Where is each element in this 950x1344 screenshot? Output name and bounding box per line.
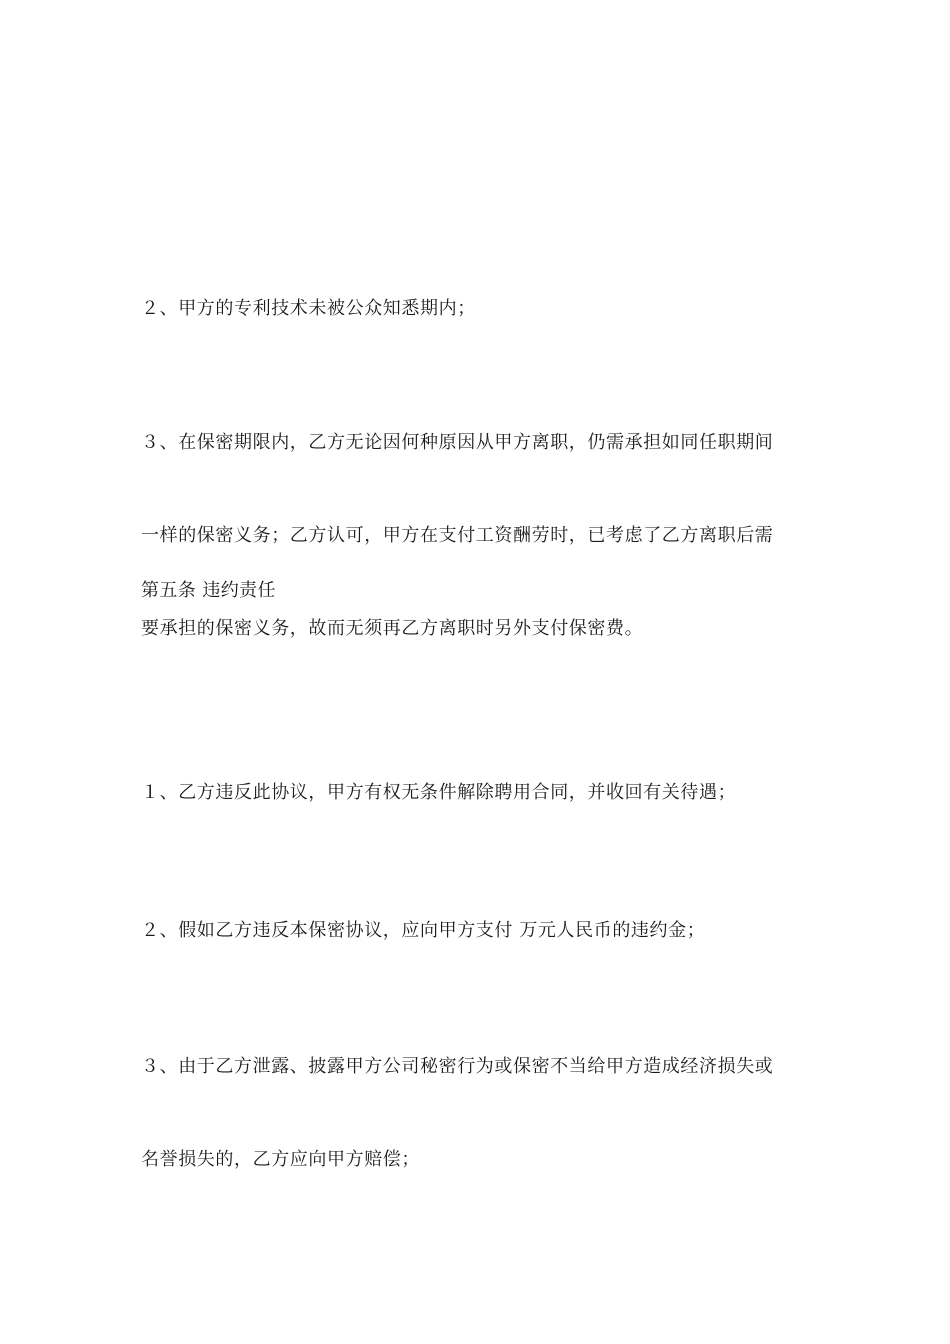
clause5-item3-line1: ３、由于乙方泄露、披露甲方公司秘密行为或保密不当给甲方造成经济损失或 bbox=[141, 1056, 774, 1077]
clause4-item2-paragraph bbox=[141, 231, 806, 386]
clause5-heading: 第五条 违约责任 bbox=[141, 580, 276, 601]
clause4-item3-line2: 一样的保密义务；乙方认可，甲方在支付工资酬劳时，已考虑了乙方离职后需 bbox=[141, 525, 774, 546]
clause4-item3-line3: 要承担的保密义务，故而无须再乙方离职时另外支付保密费。 bbox=[141, 618, 644, 639]
clause4-item3-line1: ３、在保密期限内，乙方无论因何种原因从甲方离职，仍需承担如同任职期间 bbox=[141, 432, 774, 453]
clause5-item1-paragraph bbox=[141, 715, 806, 870]
clause5-item2-text: ２、假如乙方违反本保密协议，应向甲方支付 万元人民币的违约金； bbox=[141, 920, 706, 941]
clause5-item2-paragraph bbox=[141, 853, 806, 1008]
clause5-item3-paragraph bbox=[141, 989, 806, 1237]
clause4-item2-text: ２、甲方的专利技术未被公众知悉期内； bbox=[141, 298, 476, 319]
clause5-item1-text: １、乙方违反此协议，甲方有权无条件解除聘用合同，并收回有关待遇； bbox=[141, 782, 737, 803]
clause5-item3-line2: 名誉损失的，乙方应向甲方赔偿； bbox=[141, 1149, 420, 1170]
clause4-item3-paragraph bbox=[141, 365, 806, 706]
